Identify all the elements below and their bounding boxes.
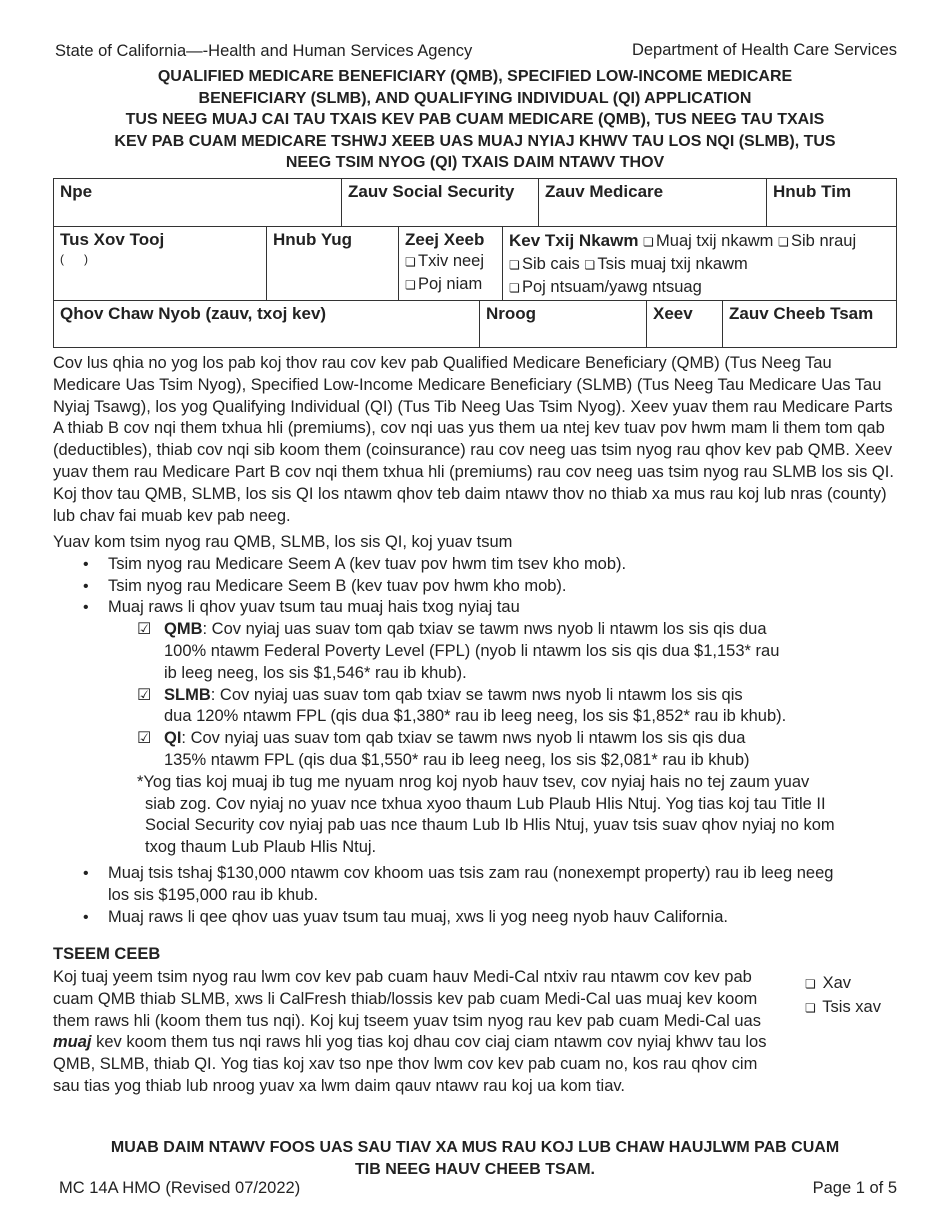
option-label: Xav	[822, 974, 852, 992]
list-item-text: • Muaj raws li qee qhov uas yuav tsum tau muaj, xws li yog neeg nyob hauv California.	[108, 907, 728, 926]
checkbox-icon: ❏	[584, 258, 596, 272]
checkbox-icon: ❏	[405, 255, 416, 269]
instruction-line: MUAB DAIM NTAWV FOOS UAS SAU TIAV XA MUS RAU KOJ LUB CHAW HAUJLWM PAB CUAM	[110, 1139, 840, 1156]
agency-name: State of California—-Health and Human Services Agency	[55, 42, 473, 60]
criteria-label: SLMB	[164, 685, 211, 704]
sex-option-label: Poj niam	[418, 275, 483, 293]
important-text: Koj tuaj yeem tsim nyog rau lwm cov kev pab cuam hauv Medi-Cal ntxiv rau ntawm cov kev pab cuam QMB thiab SLMB, xws li CalFresh thiab/lossis kev pab cuam Medi-Cal uas muaj kev koom them raws hli (koom them tus nqi). Koj kuj tseem yuav tsim nyog rau kev pab cuam Medi-Cal uas	[53, 968, 761, 1030]
list-item: • Muaj raws li qhov yuav tsum tau muaj hais txog nyiaj tau	[53, 597, 898, 619]
ssn-label: Zauv Social Security	[348, 182, 515, 201]
marital-option-label: Muaj txij nkawm	[656, 232, 774, 250]
medicare-number-label: Zauv Medicare	[545, 182, 664, 201]
title-line: KEV PAB CUAM MEDICARE TSHWJ XEEB UAS MUAJ NYIAJ KHWV TAU LOS NQI (SLMB), TUS	[114, 132, 836, 150]
age-label: Hnub Yug	[273, 230, 353, 249]
name-field[interactable]	[54, 179, 341, 226]
important-text: kev koom them tus nqi raws hli yog tias koj dhau cov ciaj ciam ntawm cov nyiaj khwv tau los QMB, SLMB, thiab QI. Yog tias koj xav tso npe thov lwm cov kev pab cuam no, kos rau qhov cim sau tias yog thiab lub nroog yuav xa lwm daim qauv ntawv rau koj ua kom tiav.	[53, 1033, 767, 1095]
criteria-text: dua 120% ntawm FPL (qis dua $1,380* rau ib leeg neeg, los sis $1,852* rau ib khub).	[164, 707, 787, 726]
checkbox-icon: ❏	[509, 281, 520, 295]
income-footnote	[53, 772, 898, 859]
title-line: TUS NEEG MUAJ CAI TAU TXAIS KEV PAB CUAM MEDICARE (QMB), TUS NEEG TAU TXAIS	[125, 111, 825, 128]
marital-option-widowed[interactable]	[509, 278, 702, 296]
form-id: MC 14A HMO (Revised 07/2022)	[59, 1179, 301, 1197]
checkbox-checked-icon: ☑	[137, 730, 152, 748]
checkbox-icon: ❏	[509, 258, 520, 272]
state-label: Xeev	[653, 304, 693, 323]
footnote-line: txog thaum Lub Plaub Hlis Ntuj.	[145, 838, 377, 857]
important-paragraph	[53, 967, 783, 1098]
title-line: BENEFICIARY (SLMB), AND QUALIFYING INDIVIDUAL (QI) APPLICATION	[198, 89, 752, 107]
age-field[interactable]	[266, 227, 398, 300]
zip-field[interactable]	[722, 301, 896, 347]
criteria-text: 100% ntawm Federal Poverty Level (FPL) (nyob li ntawm los sis qis dua $1,153* rau	[164, 641, 780, 660]
checkbox-icon: ❏	[643, 235, 654, 249]
page-number: Page 1 of 5	[812, 1179, 897, 1197]
name-label: Npe	[60, 182, 93, 201]
marital-label: Kev Txij Nkawm	[509, 231, 639, 250]
criteria-text: : Cov nyiaj uas suav tom qab txiav se tawm nws nyob li ntawm los sis qis dua	[181, 729, 746, 748]
option-yes[interactable]	[805, 972, 881, 996]
ssn-field[interactable]	[341, 179, 538, 226]
zip-label: Zauv Cheeb Tsam	[729, 304, 874, 323]
applicant-info-form	[53, 178, 897, 348]
marital-option-separated[interactable]	[509, 255, 580, 273]
eligibility-section	[53, 532, 898, 928]
list-item: • Tsim nyog rau Medicare Seem B (kev tuav pov hwm kho mob).	[53, 576, 898, 598]
department-name: Department of Health Care Services	[631, 41, 897, 59]
footnote-line: *Yog tias koj muaj ib tug me nyuam nrog koj nyob hauv tsev, cov nyiaj hais no tej zaum yuav	[137, 772, 810, 791]
footnote-line: Social Security cov nyiaj pab uas nce thaum Lub Ib Hlis Ntuj, yuav tsis suav qhov nyiaj no kom	[145, 816, 835, 835]
marital-status-field	[502, 227, 896, 300]
list-item-text: los sis $195,000 rau ib khub.	[108, 885, 319, 904]
list-item	[53, 907, 898, 929]
important-heading: TSEEM CEEB	[53, 945, 161, 963]
submission-instruction	[40, 1137, 910, 1180]
checkbox-checked-icon: ☑	[137, 686, 152, 704]
footnote-line: siab zog. Cov nyiaj no yuav nce txhua xyoo thaum Lub Plaub Hlis Ntuj. Yog tias koj tau Title II	[145, 794, 826, 813]
sex-option-female[interactable]	[405, 273, 496, 296]
form-title	[40, 66, 910, 174]
phone-area-code: ( )	[60, 252, 88, 266]
marital-option-married[interactable]	[643, 232, 773, 250]
qi-criteria	[53, 728, 898, 772]
intro-paragraph: Cov lus qhia no yog los pab koj thov rau cov kev pab Qualified Medicare Beneficiary (QMB) (Tus Neeg Tau Medicare Uas Tsim Nyog), Specified Low-Income Medicare Beneficiary (SLMB) (Tus Neeg Tau Medicare Uas Tau Nyiaj Tsawg), los yog Qualifying Individual (QI) (Tus Tib Neeg Uas Tsim Nyog). Xeev yuav them rau Medicare Parts A thiab B cov nqi them txhua hli (premiums), cov nqi uas yus them ua ntej kev tuav pov hwm mam li them tom qab (deductibles), thiab cov nqi sib koom them (coinsurance) rau cov neeg uas tsim nyog rau qhov kev pab QMB. Xeev yuav them rau Medicare Part B cov nqi them txhua hli (premiums) rau cov neeg uas tsim nyog rau SLMB los sis QI. Koj thov tau QMB, SLMB, los sis QI los ntawm qhov teb daim ntawv thov no thiab xa mus rau koj lub nras (county) lub chav fai muab kev pab neeg.	[53, 354, 894, 525]
sex-option-male[interactable]	[405, 250, 496, 273]
sex-option-label: Txiv neej	[418, 252, 485, 270]
list-item-text: • Muaj tsis tshaj $130,000 ntawm cov khoom uas tsis zam rau (nonexempt property) rau ib leeg neeg	[108, 863, 834, 882]
marital-option-label: Tsis muaj txij nkawm	[597, 255, 748, 273]
city-label: Nroog	[486, 304, 537, 323]
qmb-criteria	[53, 619, 898, 684]
marital-option-label: Sib nrauj	[791, 232, 857, 250]
form-row-3	[54, 301, 896, 347]
important-options	[805, 972, 881, 1020]
sex-field	[398, 227, 502, 300]
checkbox-icon: ❏	[805, 977, 816, 991]
birth-date-label: Hnub Tim	[773, 182, 852, 201]
criteria-text: ib leeg neeg, los sis $1,546* rau ib khub).	[164, 663, 467, 682]
phone-label: Tus Xov Tooj	[60, 230, 165, 249]
slmb-criteria	[53, 685, 898, 729]
criteria-label: QMB	[164, 620, 203, 639]
marital-option-divorced[interactable]	[778, 232, 856, 250]
checkbox-icon: ❏	[778, 235, 789, 249]
checkbox-icon: ❏	[805, 1001, 816, 1015]
criteria-text: : Cov nyiaj uas suav tom qab txiav se tawm nws nyob li ntawm los sis qis dua	[202, 620, 767, 639]
medicare-number-field[interactable]	[538, 179, 766, 226]
option-label: Tsis xav	[822, 998, 881, 1016]
marital-option-single[interactable]	[584, 255, 747, 273]
list-item: • Tsim nyog rau Medicare Seem A (kev tuav pov hwm tim tsev kho mob).	[53, 554, 898, 576]
option-no[interactable]	[805, 996, 881, 1020]
phone-field[interactable]	[54, 227, 266, 300]
address-field[interactable]	[54, 301, 479, 347]
form-row-2	[54, 227, 896, 301]
marital-option-label: Poj ntsuam/yawg ntsuag	[522, 278, 702, 296]
criteria-label: QI	[164, 729, 182, 748]
marital-option-label: Sib cais	[522, 255, 580, 273]
list-item	[53, 863, 898, 907]
birth-date-field[interactable]	[766, 179, 896, 226]
eligibility-intro: Yuav kom tsim nyog rau QMB, SLMB, los sis QI, koj yuav tsum	[53, 533, 513, 551]
state-field[interactable]	[646, 301, 722, 347]
criteria-text: : Cov nyiaj uas suav tom qab txiav se tawm nws nyob li ntawm los sis qis	[210, 685, 743, 704]
criteria-text: 135% ntawm FPL (qis dua $1,550* rau ib leeg neeg, los sis $2,081* rau ib khub)	[164, 750, 750, 769]
checkbox-checked-icon: ☑	[137, 621, 152, 639]
title-line: QUALIFIED MEDICARE BENEFICIARY (QMB), SPECIFIED LOW-INCOME MEDICARE	[157, 68, 793, 85]
important-emphasis: muaj	[53, 1033, 92, 1052]
city-field[interactable]	[479, 301, 646, 347]
checkbox-icon: ❏	[405, 278, 416, 292]
instruction-line: TIB NEEG HAUV CHEEB TSAM.	[354, 1160, 595, 1178]
title-line: NEEG TSIM NYOG (QI) TXAIS DAIM NTAWV THOV	[285, 154, 665, 171]
sex-label: Zeej Xeeb	[405, 230, 485, 249]
form-row-1	[54, 179, 896, 227]
address-label: Qhov Chaw Nyob (zauv, txoj kev)	[60, 304, 327, 323]
